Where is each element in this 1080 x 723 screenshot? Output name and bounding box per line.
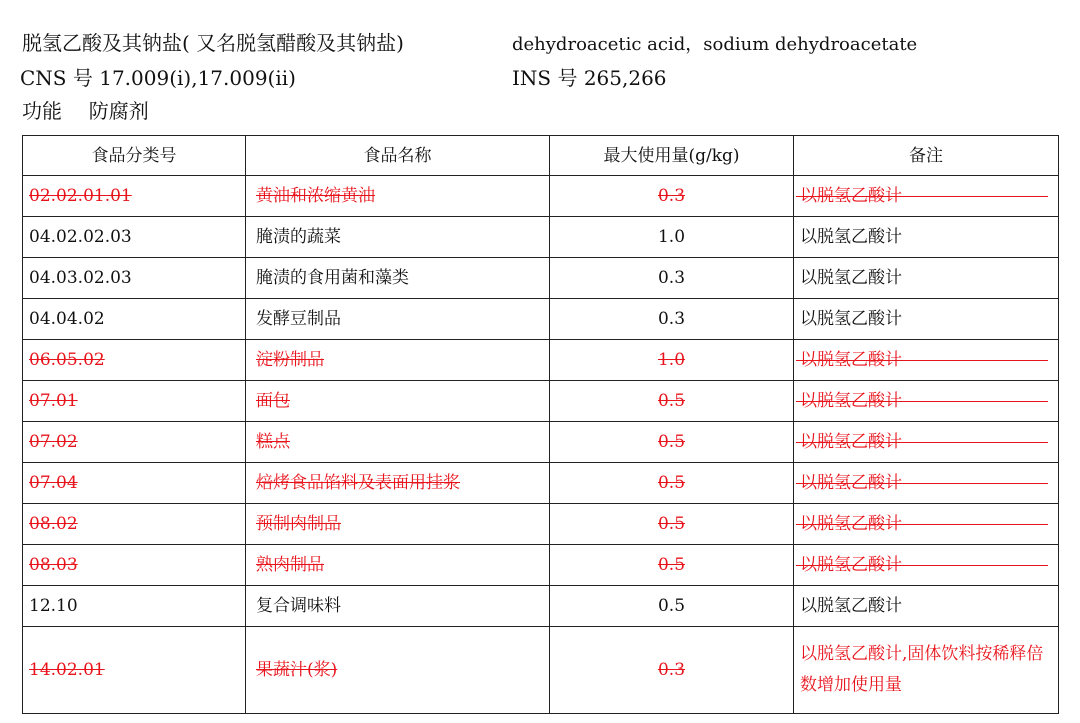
- cell-food-category-code: 02.02.01.01: [23, 176, 246, 217]
- cell-remark: 以脱氢乙酸计: [794, 586, 1059, 627]
- cell-remark: 以脱氢乙酸计,固体饮料按稀释倍数增加使用量: [794, 627, 1059, 714]
- table-row: [23, 545, 1059, 586]
- cell-food-name: 焙烤食品馅料及表面用挂浆: [246, 463, 550, 504]
- cell-food-category-code: 04.03.02.03: [23, 258, 246, 299]
- cell-remark: 以脱氢乙酸计: [794, 381, 1059, 422]
- table-row: [23, 217, 1059, 258]
- cell-food-name: 黄油和浓缩黄油: [246, 176, 550, 217]
- cell-food-category-code: 04.02.02.03: [23, 217, 246, 258]
- cell-max-usage: 0.5: [550, 586, 794, 627]
- table-row: [23, 422, 1059, 463]
- table-row: [23, 504, 1059, 545]
- ins-label: INS 号: [512, 66, 578, 90]
- cell-remark: 以脱氢乙酸计: [794, 340, 1059, 381]
- cell-max-usage: 0.5: [550, 463, 794, 504]
- cell-max-usage: 0.3: [550, 176, 794, 217]
- cell-remark: 以脱氢乙酸计: [794, 504, 1059, 545]
- column-header-note: 备注: [794, 136, 1059, 176]
- function-line: [22, 99, 149, 123]
- cns-value: 17.009(i),17.009(ii): [99, 66, 296, 90]
- ins-number: [512, 66, 667, 90]
- cell-max-usage: 0.5: [550, 422, 794, 463]
- cell-food-category-code: 04.04.02: [23, 299, 246, 340]
- cell-food-name: 腌渍的食用菌和藻类: [246, 258, 550, 299]
- cell-food-name: 熟肉制品: [246, 545, 550, 586]
- cell-food-category-code: 14.02.01: [23, 627, 246, 714]
- title-english: dehydroacetic acid，sodium dehydroacetate: [512, 34, 918, 55]
- column-header-name: 食品名称: [246, 136, 550, 176]
- cns-label: CNS 号: [20, 66, 93, 90]
- cell-food-category-code: 07.01: [23, 381, 246, 422]
- cell-food-name: 淀粉制品: [246, 340, 550, 381]
- cell-food-name: 发酵豆制品: [246, 299, 550, 340]
- column-header-code: 食品分类号: [23, 136, 246, 176]
- cell-max-usage: 0.5: [550, 381, 794, 422]
- table-row: [23, 627, 1059, 714]
- cell-max-usage: 1.0: [550, 217, 794, 258]
- cell-food-category-code: 06.05.02: [23, 340, 246, 381]
- table-body: [23, 176, 1059, 714]
- cell-food-name: 面包: [246, 381, 550, 422]
- usage-table: [22, 135, 1059, 714]
- cell-remark: 以脱氢乙酸计: [794, 299, 1059, 340]
- table-row: [23, 586, 1059, 627]
- function-label: 功能: [22, 99, 62, 123]
- table-row: [23, 381, 1059, 422]
- cell-food-name: 预制肉制品: [246, 504, 550, 545]
- cell-food-category-code: 08.02: [23, 504, 246, 545]
- cell-food-category-code: 08.03: [23, 545, 246, 586]
- cell-max-usage: 0.3: [550, 299, 794, 340]
- table-row: [23, 463, 1059, 504]
- cns-number: [20, 66, 296, 90]
- cell-remark: 以脱氢乙酸计: [794, 463, 1059, 504]
- table-row: [23, 258, 1059, 299]
- cell-remark: 以脱氢乙酸计: [794, 258, 1059, 299]
- cell-max-usage: 0.3: [550, 258, 794, 299]
- cell-max-usage: 1.0: [550, 340, 794, 381]
- cell-food-name: 果蔬汁(浆): [246, 627, 550, 714]
- cell-food-category-code: 07.04: [23, 463, 246, 504]
- ins-value: 265,266: [583, 66, 667, 90]
- cell-remark: 以脱氢乙酸计: [794, 422, 1059, 463]
- table-row: [23, 176, 1059, 217]
- cell-remark: 以脱氢乙酸计: [794, 217, 1059, 258]
- cell-max-usage: 0.5: [550, 504, 794, 545]
- cell-max-usage: 0.3: [550, 627, 794, 714]
- cell-food-name: 腌渍的蔬菜: [246, 217, 550, 258]
- cell-food-name: 糕点: [246, 422, 550, 463]
- title-chinese: 脱氢乙酸及其钠盐( 又名脱氢醋酸及其钠盐): [22, 31, 404, 55]
- cell-food-category-code: 12.10: [23, 586, 246, 627]
- table-row: [23, 299, 1059, 340]
- cell-max-usage: 0.5: [550, 545, 794, 586]
- cell-remark: 以脱氢乙酸计: [794, 176, 1059, 217]
- cell-remark: 以脱氢乙酸计: [794, 545, 1059, 586]
- table-row: [23, 340, 1059, 381]
- column-header-amount: 最大使用量(g/kg): [550, 136, 794, 176]
- function-value: 防腐剂: [88, 99, 149, 123]
- cell-food-name: 复合调味料: [246, 586, 550, 627]
- cell-food-category-code: 07.02: [23, 422, 246, 463]
- table-header-row: [23, 136, 1059, 176]
